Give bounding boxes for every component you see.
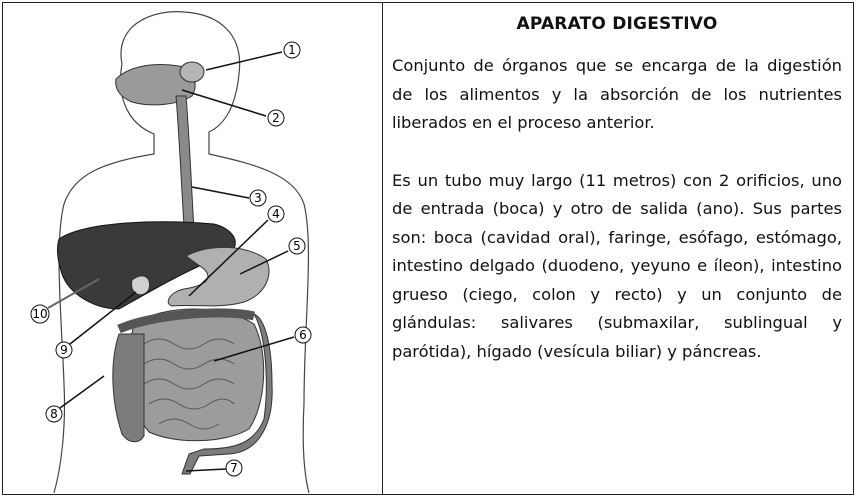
paragraph-parts: Es un tubo muy largo (11 metros) con 2 orificios, uno de entrada (boca) y otro de salida (ano). Sus partes son: boca (cavidad oral), faringe, esófago, estómago, intestino delgado (duodeno, yeyuno e íleon), intestino grueso (ciego, colon y recto) y un conjunto de glándulas: salivares (submaxilar, sublingual y parótida), hígado (vesícula biliar) y páncreas. bbox=[392, 170, 842, 361]
text-panel bbox=[392, 14, 842, 366]
label-3 bbox=[192, 187, 266, 206]
label-6-text: 6 bbox=[299, 328, 307, 342]
label-7-text: 7 bbox=[230, 461, 238, 475]
label-5-text: 5 bbox=[293, 239, 301, 253]
paragraph-definition: Conjunto de órganos que se encarga de la digestión de los alimentos y la absorción de los nutrientes liberados en el proceso anterior. bbox=[392, 56, 842, 132]
column-divider bbox=[382, 2, 383, 495]
digestive-system-diagram bbox=[4, 4, 380, 493]
label-8 bbox=[46, 376, 104, 422]
label-2 bbox=[182, 90, 284, 126]
gallbladder bbox=[132, 276, 150, 295]
parotid-gland bbox=[180, 62, 204, 82]
label-9-text: 9 bbox=[60, 343, 68, 357]
digestive-system-illustration bbox=[4, 4, 380, 493]
document-title: APARATO DIGESTIVO bbox=[516, 14, 718, 34]
label-8-text: 8 bbox=[50, 407, 58, 421]
label-1 bbox=[206, 42, 300, 70]
label-10-text: 10 bbox=[32, 307, 48, 321]
small-intestine bbox=[129, 309, 264, 441]
label-4-text: 4 bbox=[272, 207, 280, 221]
label-1-text: 1 bbox=[288, 43, 296, 57]
label-3-text: 3 bbox=[254, 191, 262, 205]
label-2-text: 2 bbox=[272, 111, 280, 125]
